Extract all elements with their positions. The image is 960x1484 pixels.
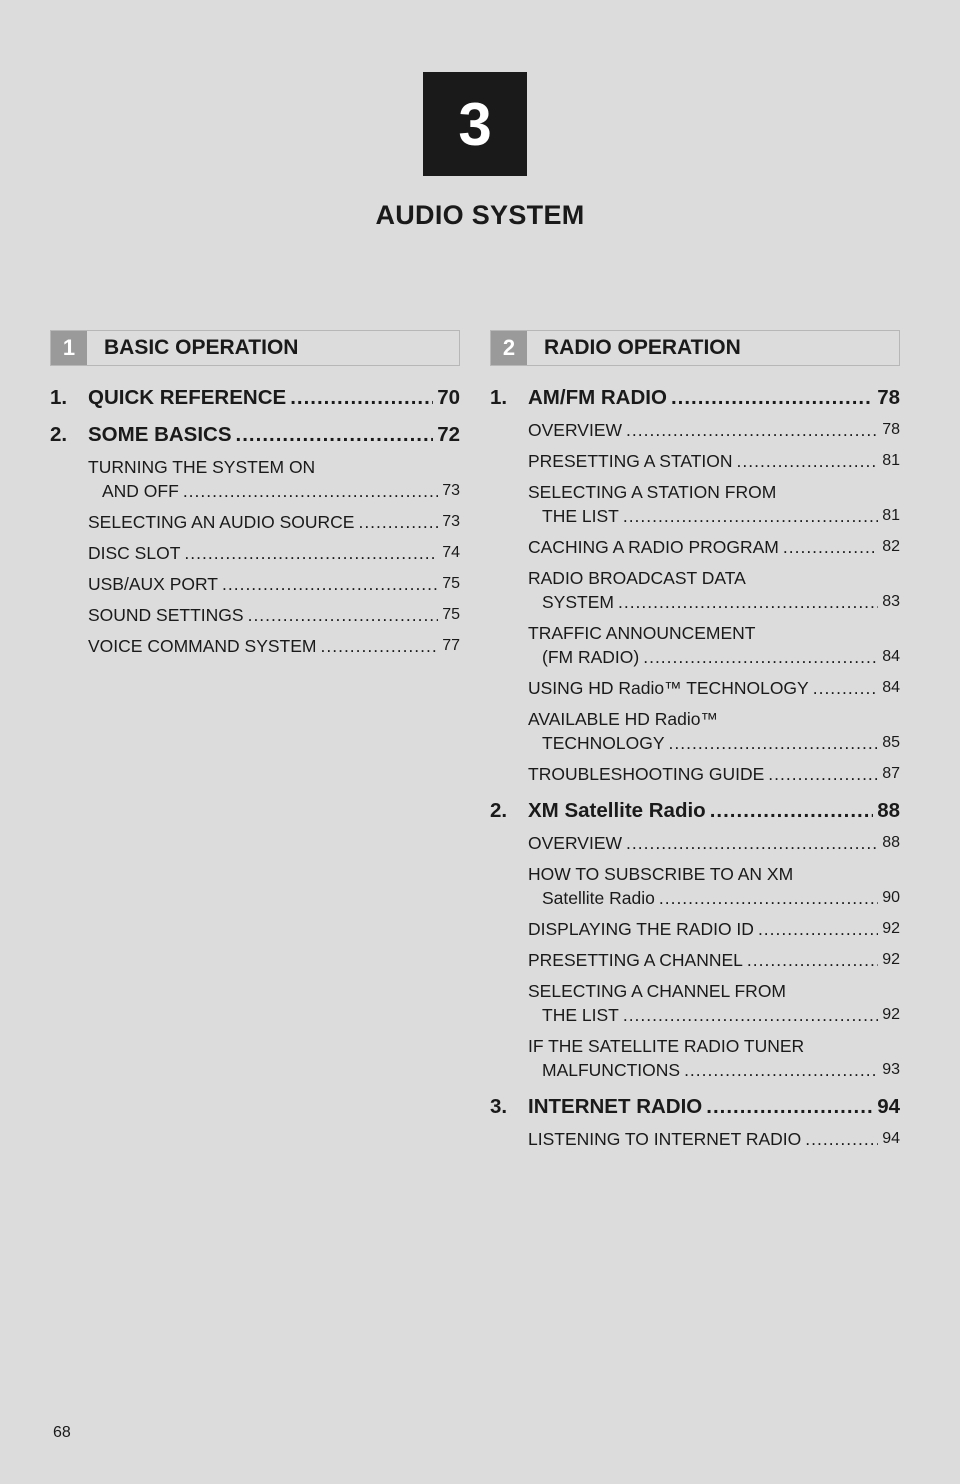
- subentry-text: SYSTEM: [542, 592, 614, 612]
- subentry-page: 75: [442, 575, 460, 592]
- dot-leader: [684, 1058, 878, 1082]
- toc-subentry[interactable]: [490, 621, 900, 669]
- subentry-line: [528, 917, 900, 941]
- subentry-text: SELECTING A CHANNEL FROM: [528, 981, 787, 1001]
- subentry-page: 78: [882, 421, 900, 438]
- subentry-line: [88, 541, 460, 565]
- dot-leader: [737, 449, 879, 473]
- subentry-text: PRESETTING A STATION: [528, 451, 733, 471]
- entry-page: 94: [877, 1095, 900, 1118]
- toc-subentry[interactable]: [490, 449, 900, 473]
- entry-title: INTERNET RADIO: [528, 1095, 703, 1118]
- toc-subentry[interactable]: [50, 603, 460, 627]
- toc-subentry[interactable]: [490, 1034, 900, 1082]
- dot-leader: [768, 762, 878, 786]
- dot-leader: [643, 645, 878, 669]
- toc-subentry[interactable]: [50, 572, 460, 596]
- subentry-text: THE LIST: [542, 506, 619, 526]
- subentry-line: [528, 886, 900, 910]
- subentry-line: [528, 590, 900, 614]
- toc-subentry[interactable]: [50, 634, 460, 658]
- dot-leader: [358, 510, 438, 534]
- entry-title: SOME BASICS: [88, 423, 232, 446]
- subentry-text: AND OFF: [102, 481, 179, 501]
- entry-title: XM Satellite Radio: [528, 799, 706, 822]
- subentry-text: VOICE COMMAND SYSTEM: [88, 636, 317, 656]
- dot-leader: [184, 541, 438, 565]
- dot-leader: [623, 504, 878, 528]
- subentry-line: [88, 603, 460, 627]
- subentry-text: OVERVIEW: [528, 420, 623, 440]
- entry-title: QUICK REFERENCE: [88, 386, 287, 409]
- toc-subentry[interactable]: [490, 535, 900, 559]
- toc-subentry[interactable]: [490, 917, 900, 941]
- subentry-line: [528, 418, 900, 442]
- section-radio-operation: [490, 330, 900, 1158]
- page-number: 68: [53, 1424, 71, 1441]
- dot-leader: [290, 386, 433, 410]
- section-header: [50, 330, 460, 366]
- subentry-text: DISC SLOT: [88, 543, 181, 563]
- subentry-text: CACHING A RADIO PROGRAM: [528, 537, 779, 557]
- subentry-line: [88, 634, 460, 658]
- toc-subentry[interactable]: [50, 510, 460, 534]
- subentry-line: [528, 480, 900, 504]
- subentry-text: TROUBLESHOOTING GUIDE: [528, 764, 765, 784]
- subentry-text: OVERVIEW: [528, 833, 623, 853]
- subentry-text: LISTENING TO INTERNET RADIO: [528, 1129, 802, 1149]
- dot-leader: [183, 479, 438, 503]
- subentry-line: [528, 762, 900, 786]
- subentry-text: AVAILABLE HD Radio™: [528, 709, 718, 729]
- dot-leader: [618, 590, 878, 614]
- dot-leader: [813, 676, 878, 700]
- dot-leader: [758, 917, 878, 941]
- entry-page: 72: [437, 423, 460, 446]
- subentry-line: [528, 862, 900, 886]
- dot-leader: [626, 418, 878, 442]
- subentry-line: [528, 1127, 900, 1151]
- subentry-line: [528, 948, 900, 972]
- subentry-page: 92: [882, 951, 900, 968]
- subentry-line: [528, 676, 900, 700]
- subentry-line: [528, 566, 900, 590]
- entry-number: 1.: [490, 386, 508, 409]
- dot-leader: [626, 831, 878, 855]
- subentry-text: SELECTING A STATION FROM: [528, 482, 777, 502]
- dot-leader: [669, 731, 879, 755]
- subentry-line: [528, 1058, 900, 1082]
- dot-leader: [671, 386, 873, 410]
- toc-subentry[interactable]: [490, 707, 900, 755]
- toc-subentry[interactable]: [490, 831, 900, 855]
- entry-number: 3.: [490, 1095, 508, 1118]
- subentry-text: SELECTING AN AUDIO SOURCE: [88, 512, 355, 532]
- toc-subentry[interactable]: [490, 948, 900, 972]
- subentry-page: 93: [882, 1061, 900, 1078]
- subentry-page: 84: [882, 679, 900, 696]
- subentry-text: SOUND SETTINGS: [88, 605, 244, 625]
- subentry-line: [88, 572, 460, 596]
- subentry-text: USING HD Radio™ TECHNOLOGY: [528, 678, 809, 698]
- subentry-text: TRAFFIC ANNOUNCEMENT: [528, 623, 756, 643]
- entry-page: 70: [437, 386, 460, 409]
- subentry-text: THE LIST: [542, 1005, 619, 1025]
- subentry-line: [528, 645, 900, 669]
- toc-subentry[interactable]: [490, 480, 900, 528]
- toc-subentry[interactable]: [50, 455, 460, 503]
- subentry-page: 85: [882, 734, 900, 751]
- dot-leader: [222, 572, 438, 596]
- subentry-page: 92: [882, 920, 900, 937]
- section-number: 1: [51, 331, 87, 365]
- toc-subentry[interactable]: [490, 979, 900, 1027]
- subentry-text: PRESETTING A CHANNEL: [528, 950, 743, 970]
- toc-chapter-entry[interactable]: [490, 386, 900, 410]
- subentry-page: 81: [882, 507, 900, 524]
- dot-leader: [710, 799, 873, 823]
- subentry-page: 73: [442, 513, 460, 530]
- subentry-text: USB/AUX PORT: [88, 574, 218, 594]
- entry-number: 1.: [50, 386, 68, 409]
- entry-title: AM/FM RADIO: [528, 386, 667, 409]
- subentry-line: [528, 504, 900, 528]
- section-number: 2: [491, 331, 527, 365]
- subentry-text: TECHNOLOGY: [542, 733, 665, 753]
- toc-subentry[interactable]: [50, 541, 460, 565]
- dot-leader: [747, 948, 878, 972]
- subentry-text: TURNING THE SYSTEM ON: [88, 457, 316, 477]
- toc-subentry[interactable]: [490, 762, 900, 786]
- subentry-line: [528, 449, 900, 473]
- toc-subentry[interactable]: [490, 676, 900, 700]
- subentry-page: 75: [442, 606, 460, 623]
- subentry-page: 90: [882, 889, 900, 906]
- dot-leader: [706, 1095, 873, 1119]
- subentry-line: [528, 1034, 900, 1058]
- subentry-page: 92: [882, 1006, 900, 1023]
- dot-leader: [623, 1003, 878, 1027]
- toc-chapter-entry[interactable]: [490, 1095, 900, 1119]
- subentry-page: 84: [882, 648, 900, 665]
- toc-subentry[interactable]: [490, 418, 900, 442]
- subentry-line: [528, 831, 900, 855]
- subentry-line: [88, 455, 460, 479]
- toc-subentry[interactable]: [490, 566, 900, 614]
- toc-chapter-entry[interactable]: [50, 386, 460, 410]
- subentry-line: [528, 1003, 900, 1027]
- section-header: [490, 330, 900, 366]
- chapter-title: AUDIO SYSTEM: [375, 200, 585, 230]
- subentry-line: [528, 707, 900, 731]
- subentry-page: 77: [442, 637, 460, 654]
- dot-leader: [236, 423, 434, 447]
- chapter-number-badge: 3: [423, 72, 527, 176]
- subentry-text: RADIO BROADCAST DATA: [528, 568, 746, 588]
- subentry-line: [528, 731, 900, 755]
- section-title: RADIO OPERATION: [544, 336, 741, 359]
- dot-leader: [805, 1127, 878, 1151]
- toc-chapter-entry[interactable]: [490, 799, 900, 823]
- dot-leader: [248, 603, 439, 627]
- toc-chapter-entry[interactable]: [50, 423, 460, 447]
- dot-leader: [321, 634, 439, 658]
- section-basic-operation: [50, 330, 460, 665]
- subentry-text: DISPLAYING THE RADIO ID: [528, 919, 754, 939]
- subentry-text: MALFUNCTIONS: [542, 1060, 681, 1080]
- subentry-text: (FM RADIO): [542, 647, 640, 667]
- subentry-line: [528, 979, 900, 1003]
- subentry-text: Satellite Radio: [542, 888, 655, 908]
- subentry-line: [88, 479, 460, 503]
- subentry-page: 88: [882, 834, 900, 851]
- entry-number: 2.: [50, 423, 68, 446]
- dot-leader: [783, 535, 878, 559]
- toc-subentry[interactable]: [490, 862, 900, 910]
- subentry-text: HOW TO SUBSCRIBE TO AN XM: [528, 864, 794, 884]
- dot-leader: [659, 886, 878, 910]
- section-title: BASIC OPERATION: [104, 336, 299, 359]
- subentry-page: 87: [882, 765, 900, 782]
- subentry-page: 73: [442, 482, 460, 499]
- toc-subentry[interactable]: [490, 1127, 900, 1151]
- subentry-page: 83: [882, 593, 900, 610]
- subentry-line: [528, 535, 900, 559]
- entry-page: 78: [877, 386, 900, 409]
- subentry-line: [88, 510, 460, 534]
- subentry-page: 81: [882, 452, 900, 469]
- subentry-text: IF THE SATELLITE RADIO TUNER: [528, 1036, 805, 1056]
- subentry-line: [528, 621, 900, 645]
- subentry-page: 94: [882, 1130, 900, 1147]
- entry-number: 2.: [490, 799, 508, 822]
- subentry-page: 82: [882, 538, 900, 555]
- subentry-page: 74: [442, 544, 460, 561]
- entry-page: 88: [877, 799, 900, 822]
